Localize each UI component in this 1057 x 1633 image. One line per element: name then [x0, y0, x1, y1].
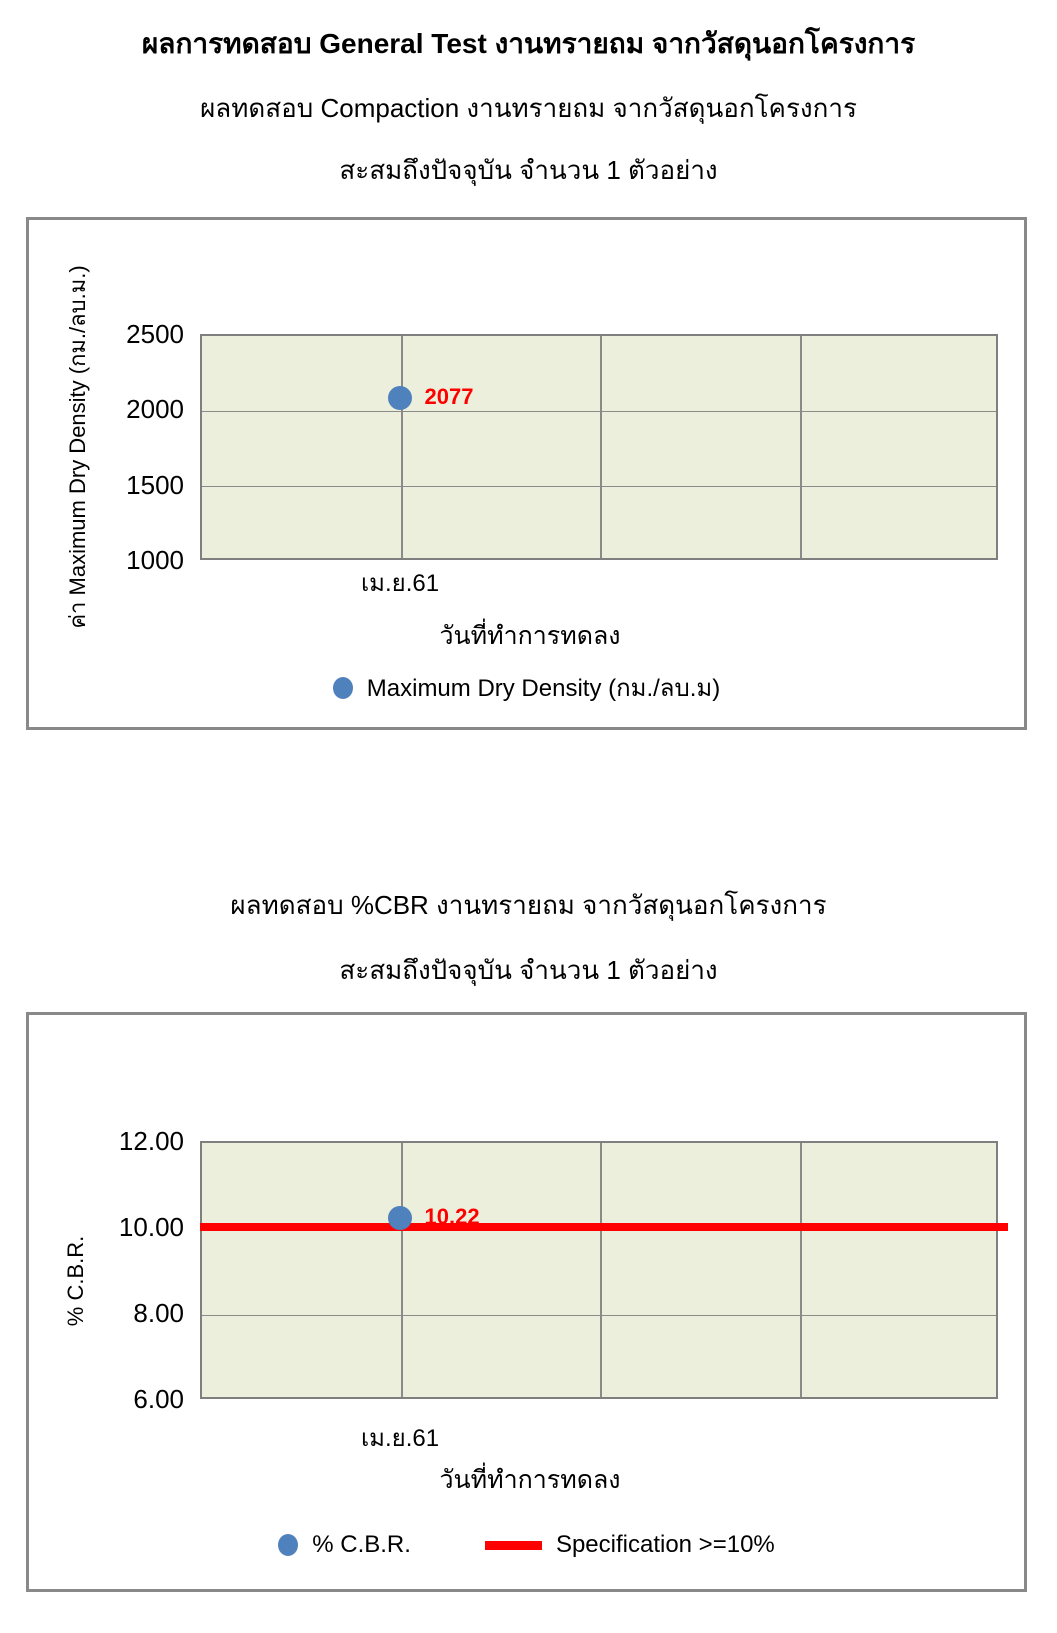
compaction-sample-count: สะสมถึงปัจจุบัน จำนวน 1 ตัวอย่าง: [339, 155, 718, 185]
cbr-legend: [29, 1531, 1024, 1559]
legend-line-marker-icon: [485, 1541, 542, 1550]
specification-line: [200, 1223, 1008, 1231]
legend-circle-marker-icon: [278, 1534, 298, 1556]
cbr-chart: [26, 1012, 1027, 1592]
data-point: [388, 386, 412, 410]
y-tick-label: 2500: [126, 319, 184, 349]
compaction-chart: [26, 217, 1027, 730]
compaction-plot-area: [200, 334, 998, 560]
gridline-horizontal: [202, 411, 996, 412]
compaction-subtitle: ผลทดสอบ Compaction งานทรายถม จากวัสดุนอกโครงการ: [200, 93, 857, 123]
cbr-plot-area: [200, 1141, 998, 1399]
compaction-y-axis-title: ค่า Maximum Dry Density (กม./ลบ.ม.): [65, 265, 90, 629]
gridline-horizontal: [202, 486, 996, 487]
cbr-legend-label: % C.B.R.: [312, 1531, 411, 1558]
y-tick-label: 12.00: [118, 1126, 184, 1156]
cbr-subtitle: ผลทดสอบ %CBR งานทรายถม จากวัสดุนอกโครงการ: [230, 890, 827, 920]
data-point-label: 2077: [424, 383, 474, 409]
gridline-vertical: [401, 1143, 403, 1397]
cbr-spec-legend-label: Specification >=10%: [555, 1531, 775, 1558]
gridline-vertical: [401, 336, 403, 558]
main-title: ผลการทดสอบ General Test งานทรายถม จากวัสดุนอกโครงการ: [141, 28, 916, 59]
y-tick-label: 10.00: [118, 1212, 184, 1242]
y-tick-label: 8.00: [133, 1298, 184, 1328]
compaction-x-tick-label: เม.ย.61: [360, 570, 440, 597]
compaction-legend-label: Maximum Dry Density (กม./ลบ.ม): [366, 675, 721, 702]
data-point-label: 10.22: [424, 1203, 480, 1229]
cbr-x-tick-label: เม.ย.61: [360, 1425, 440, 1452]
y-tick-label: 2000: [126, 394, 184, 425]
cbr-x-axis-title: วันที่ทำการทดลง: [439, 1466, 621, 1494]
legend-circle-marker-icon: [333, 677, 353, 699]
y-tick-label: 1000: [126, 545, 184, 575]
y-tick-label: 6.00: [133, 1384, 184, 1414]
gridline-vertical: [600, 1143, 602, 1397]
data-point: [388, 1206, 412, 1230]
gridline-horizontal: [202, 1315, 996, 1316]
y-tick-label: 1500: [126, 469, 184, 500]
gridline-vertical: [800, 336, 802, 558]
cbr-sample-count: สะสมถึงปัจจุบัน จำนวน 1 ตัวอย่าง: [339, 955, 718, 985]
cbr-y-axis-title: % C.B.R.: [63, 1235, 88, 1327]
gridline-vertical: [800, 1143, 802, 1397]
compaction-x-axis-title: วันที่ทำการทดลง: [439, 622, 621, 650]
compaction-legend: [29, 668, 1024, 707]
gridline-vertical: [600, 336, 602, 558]
